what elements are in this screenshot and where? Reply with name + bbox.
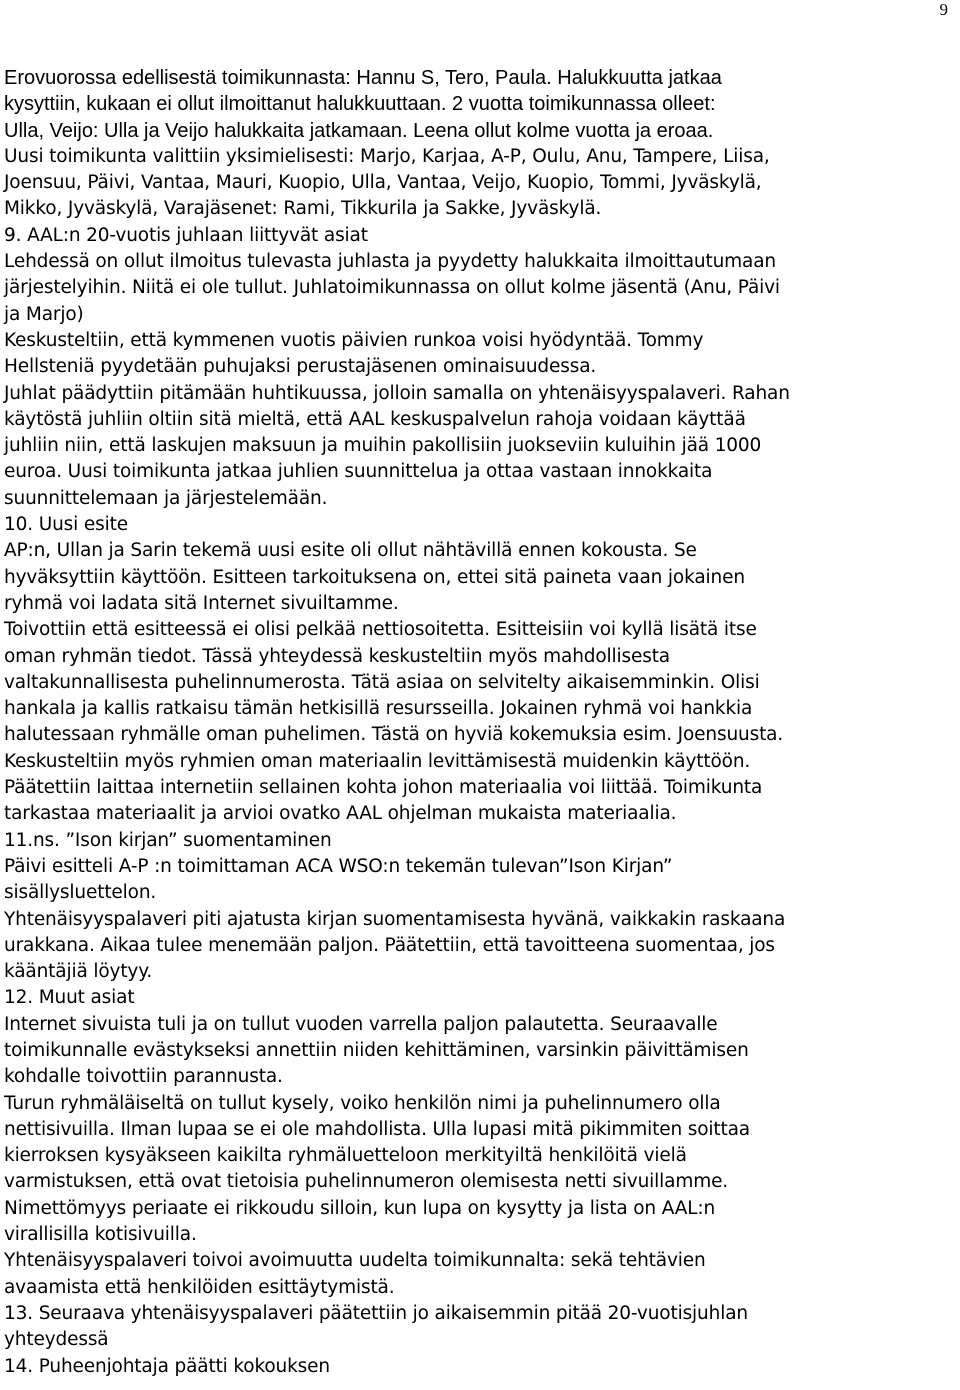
text-line: Lehdessä on ollut ilmoitus tulevasta juhlasta ja pyydetty halukkaita ilmoittautumaan — [4, 251, 776, 273]
text-line: Yhtenäisyyspalaveri piti ajatusta kirjan suomentamisesta hyvänä, vaikkakin raskaana — [4, 908, 786, 930]
text-line: Päätettiin laittaa internetiin sellainen kohta johon materiaalia voi liittää. Toimikunta — [4, 777, 763, 799]
text-line: varmistuksen, että ovat tietoisia puhelinnumeron olemisesta netti sivuillamme. — [4, 1171, 729, 1193]
text-line: nettisivuilla. Ilman lupaa se ei ole mahdollista. Ulla lupasi mitä pikimmiten soittaa — [4, 1118, 750, 1140]
text-line: Keskusteltiin myös ryhmien oman materiaalin levittämisestä muidenkin käyttöön. — [4, 750, 751, 772]
text-line: Turun ryhmäläiseltä on tullut kysely, voiko henkilön nimi ja puhelinnumero olla — [4, 1092, 721, 1114]
text-line: Internet sivuista tuli ja on tullut vuoden varrella paljon palautetta. Seuraavalle — [4, 1013, 718, 1035]
text-line: Hellsteniä pyydetään puhujaksi perustajäsenen ominaisuudessa. — [4, 356, 597, 378]
text-line: 12. Muut asiat — [4, 987, 135, 1009]
text-line: AP:n, Ullan ja Sarin tekemä uusi esite oli ollut nähtävillä ennen kokousta. Se — [4, 540, 697, 562]
text-line: Yhtenäisyyspalaveri toivoi avoimuutta uudelta toimikunnalta: sekä tehtävien — [4, 1250, 706, 1272]
text-line: Mikko, Jyväskylä, Varajäsenet: Rami, Tikkurila ja Sakke, Jyväskylä. — [4, 198, 602, 220]
text-line: Nimettömyys periaate ei rikkoudu silloin, kun lupa on kysytty ja lista on AAL:n — [4, 1197, 716, 1219]
text-line: Erovuorossa edellisestä toimikunnasta: Hannu S, Tero, Paula. Halukkuutta jatkaa — [4, 67, 722, 89]
text-line: hankala ja kallis ratkaisu tämän hetkisillä resursseilla. Jokainen ryhmä voi hankkia — [4, 698, 753, 720]
text-line: 11.ns. ”Ison kirjan” suomentaminen — [4, 829, 332, 851]
text-line: käytöstä juhliin oltiin sitä mieltä, että AAL keskuspalvelun rahoja voidaan käyttää — [4, 408, 746, 430]
text-line: kysyttiin, kukaan ei ollut ilmoittanut halukkuuttaan. 2 vuotta toimikunnassa olleet: — [4, 93, 716, 116]
text-line: sisällysluettelon. — [4, 882, 157, 904]
text-line: Joensuu, Päivi, Vantaa, Mauri, Kuopio, Ulla, Vantaa, Veijo, Kuopio, Tommi, Jyväskylä, — [4, 172, 762, 194]
text-line: Ulla, Veijo: Ulla ja Veijo halukkaita jatkamaan. Leena ollut kolme vuotta ja eroaa. — [4, 119, 714, 142]
text-line: toimikunnalle evästykseksi annettiin niiden kehittäminen, varsinkin päivittämisen — [4, 1039, 749, 1061]
text-line: avaamista että henkilöiden esittäytymistä. — [4, 1276, 395, 1298]
text-line: ja Marjo) — [4, 303, 84, 325]
text-line: kohdalle toivottiin parannusta. — [4, 1066, 283, 1088]
text-line: halutessaan ryhmälle oman puhelimen. Tästä on hyviä kokemuksia esim. Joensuusta. — [4, 724, 784, 746]
text-line: 10. Uusi esite — [4, 514, 128, 536]
text-line: kääntäjiä löytyy. — [4, 961, 153, 983]
text-line: Päivi esitteli A-P :n toimittaman ACA WSO:n tekemän tulevan”Ison Kirjan” — [4, 855, 673, 877]
text-line: oman ryhmän tiedot. Tässä yhteydessä keskusteltiin myös mahdollisesta — [4, 645, 670, 667]
text-line: järjestelyihin. Niitä ei ole tullut. Juhlatoimikunnassa on ollut kolme jäsentä (Anu, Päivi — [4, 277, 780, 299]
text-line: euroa. Uusi toimikunta jatkaa juhlien suunnittelua ja ottaa vastaan innokkaita — [4, 461, 713, 483]
page-number: 9 — [939, 0, 948, 19]
text-line: Keskusteltiin, että kymmenen vuotis päivien runkoa voisi hyödyntää. Tommy — [4, 329, 704, 351]
text-line: hyväksyttiin käyttöön. Esitteen tarkoituksena on, ettei sitä paineta vaan jokainen — [4, 566, 745, 588]
text-line: juhliin niin, että laskujen maksuun ja muihin pakollisiin juokseviin kuluihin jää 1000 — [4, 435, 762, 457]
document-body — [4, 65, 954, 1380]
text-line: virallisilla kotisivuilla. — [4, 1224, 197, 1246]
text-line: kierroksen kysyäkseen kaikilta ryhmäluetteloon merkityiltä henkilöitä vielä — [4, 1145, 687, 1167]
text-line: 9. AAL:n 20-vuotis juhlaan liittyvät asiat — [4, 224, 368, 246]
text-line: Uusi toimikunta valittiin yksimielisesti: Marjo, Karjaa, A-P, Oulu, Anu, Tampere, Liisa, — [4, 145, 770, 167]
text-line: 14. Puheenjohtaja päätti kokouksen — [4, 1355, 330, 1377]
text-line: urakkana. Aikaa tulee menemään paljon. Päätettiin, että tavoitteena suomentaa, jos — [4, 934, 775, 956]
text-line: Toivottiin että esitteessä ei olisi pelkää nettiosoitetta. Esitteisiin voi kyllä lisätä itse — [4, 619, 757, 641]
text-line: ryhmä voi ladata sitä Internet sivuiltamme. — [4, 592, 399, 614]
text-line: valtakunnallisesta puhelinnumerosta. Tätä asiaa on selvitelty aikaisemminkin. Olisi — [4, 671, 760, 693]
text-line: Juhlat päädyttiin pitämään huhtikuussa, jolloin samalla on yhtenäisyyspalaveri. Rahan — [4, 382, 790, 404]
text-line: yhteydessä — [4, 1329, 109, 1351]
text-line: suunnittelemaan ja järjestelemään. — [4, 487, 328, 509]
text-line: 13. Seuraava yhtenäisyyspalaveri päätettiin jo aikaisemmin pitää 20-vuotisjuhlan — [4, 1302, 748, 1324]
text-line: tarkastaa materiaalit ja arvioi ovatko AAL ohjelman mukaista materiaalia. — [4, 803, 677, 825]
